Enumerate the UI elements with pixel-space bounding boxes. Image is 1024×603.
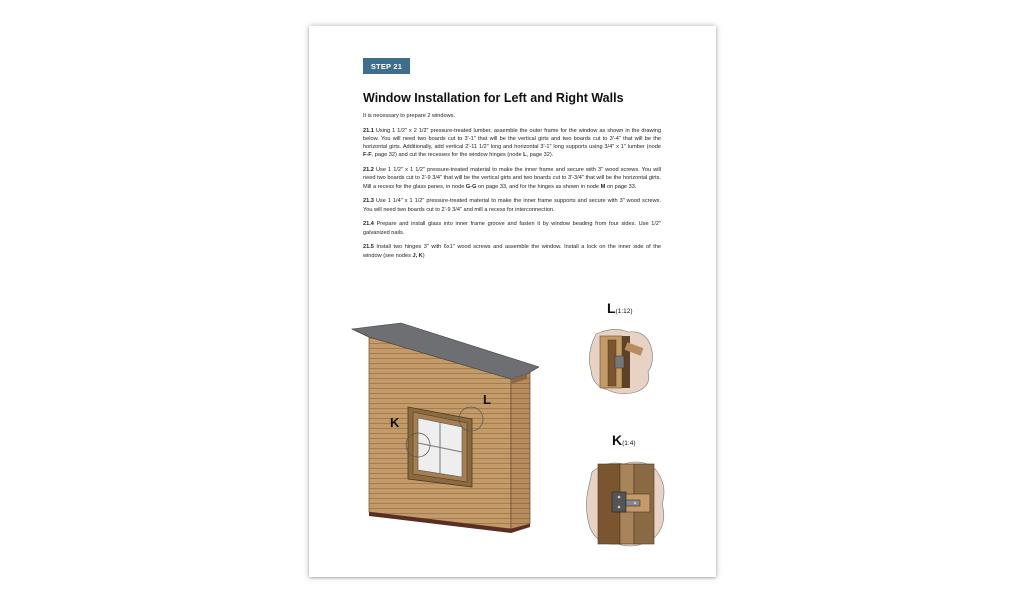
detail-k-letter: K xyxy=(612,432,623,448)
step-paragraph-21-3 xyxy=(363,197,661,213)
step-paragraph-21-4 xyxy=(363,220,661,236)
step-text: Prepare and install glass into inner frame groove and fasten it by window beading from four sides. Use 1/2" galvanized nails. xyxy=(363,221,661,236)
shed-label-k: K xyxy=(390,415,400,430)
shed-side-wall xyxy=(511,371,530,529)
step-text: Use 1 1/2" x 1 1/2" pressure-treated material to make the inner frame and secure with 3" wood screws. You will need two boards cut to 2'-9 3/4" that will be the vertical girts and two boards cut to 3'-3/4" that will be the horizontal girts. Mill a recess for the glass panes, in node xyxy=(363,167,661,190)
step-text: on page 33, and for the hinges as shown in node xyxy=(476,183,601,190)
step-text: Install two hinges 3" with 6x1" wood screws and assemble the window. Install a lock on the inner side of the window (see nodes xyxy=(363,244,661,259)
step-paragraph-21-5 xyxy=(363,243,661,259)
document-page xyxy=(309,26,716,577)
detail-l-letter: L xyxy=(607,300,616,316)
step-paragraph-21-2 xyxy=(363,166,661,191)
detail-l-illustration xyxy=(586,326,656,396)
step-paragraph-21-1 xyxy=(363,127,661,160)
node-ref: G-G xyxy=(465,183,477,190)
step-number: 21.3 xyxy=(363,198,374,205)
step-text: on page 33. xyxy=(605,183,637,190)
intro-paragraph: It is necessary to prepare 2 windows. xyxy=(363,113,456,119)
shed-label-l: L xyxy=(483,392,491,407)
step-badge: STEP 21 xyxy=(363,58,410,74)
detail-l-scale: (1:12) xyxy=(615,308,633,315)
step-number: 21.1 xyxy=(363,127,374,134)
step-number: 21.5 xyxy=(363,244,374,251)
step-text: , page 32) and cut the recesses for the window hinges (node xyxy=(371,152,524,159)
shed-illustration xyxy=(349,319,539,534)
detail-l-label xyxy=(607,300,633,316)
node-ref: M xyxy=(600,183,606,190)
step-number: 21.2 xyxy=(363,167,374,174)
detail-k-illustration xyxy=(584,458,669,550)
step-text: , page 32). xyxy=(526,152,554,159)
step-number: 21.4 xyxy=(363,221,374,228)
step-text: ) xyxy=(422,252,425,259)
instructions-body xyxy=(363,112,661,266)
detail-k-label xyxy=(612,432,636,448)
node-ref: F-F xyxy=(363,152,372,159)
detail-k-scale: (1:4) xyxy=(622,440,636,447)
node-ref: J, K xyxy=(412,252,423,259)
node-ref: L xyxy=(523,152,527,159)
step-text: Use 1 1/4" x 1 1/2" pressure-treated material to make the inner frame supports and secure with 3" wood screws. You will need two boards cut to 2'-9 3/4" and mill a recess for interconnection. xyxy=(363,198,661,213)
step-text: Using 1 1/2" x 2 1/2" pressure-treated lumber, assemble the outer frame for the window as shown in the drawing below. You will need two boards cut to 3'-1" that will be the vertical girts and two boards cut to 3'-4" that will be the horizontal girts. Additionally, add vertical 2'-11 1/2" long and horizontal 3'-1" long supports using 3/4" x 1" lumber (node xyxy=(363,127,661,151)
page-title: Window Installation for Left and Right Walls xyxy=(363,91,624,105)
